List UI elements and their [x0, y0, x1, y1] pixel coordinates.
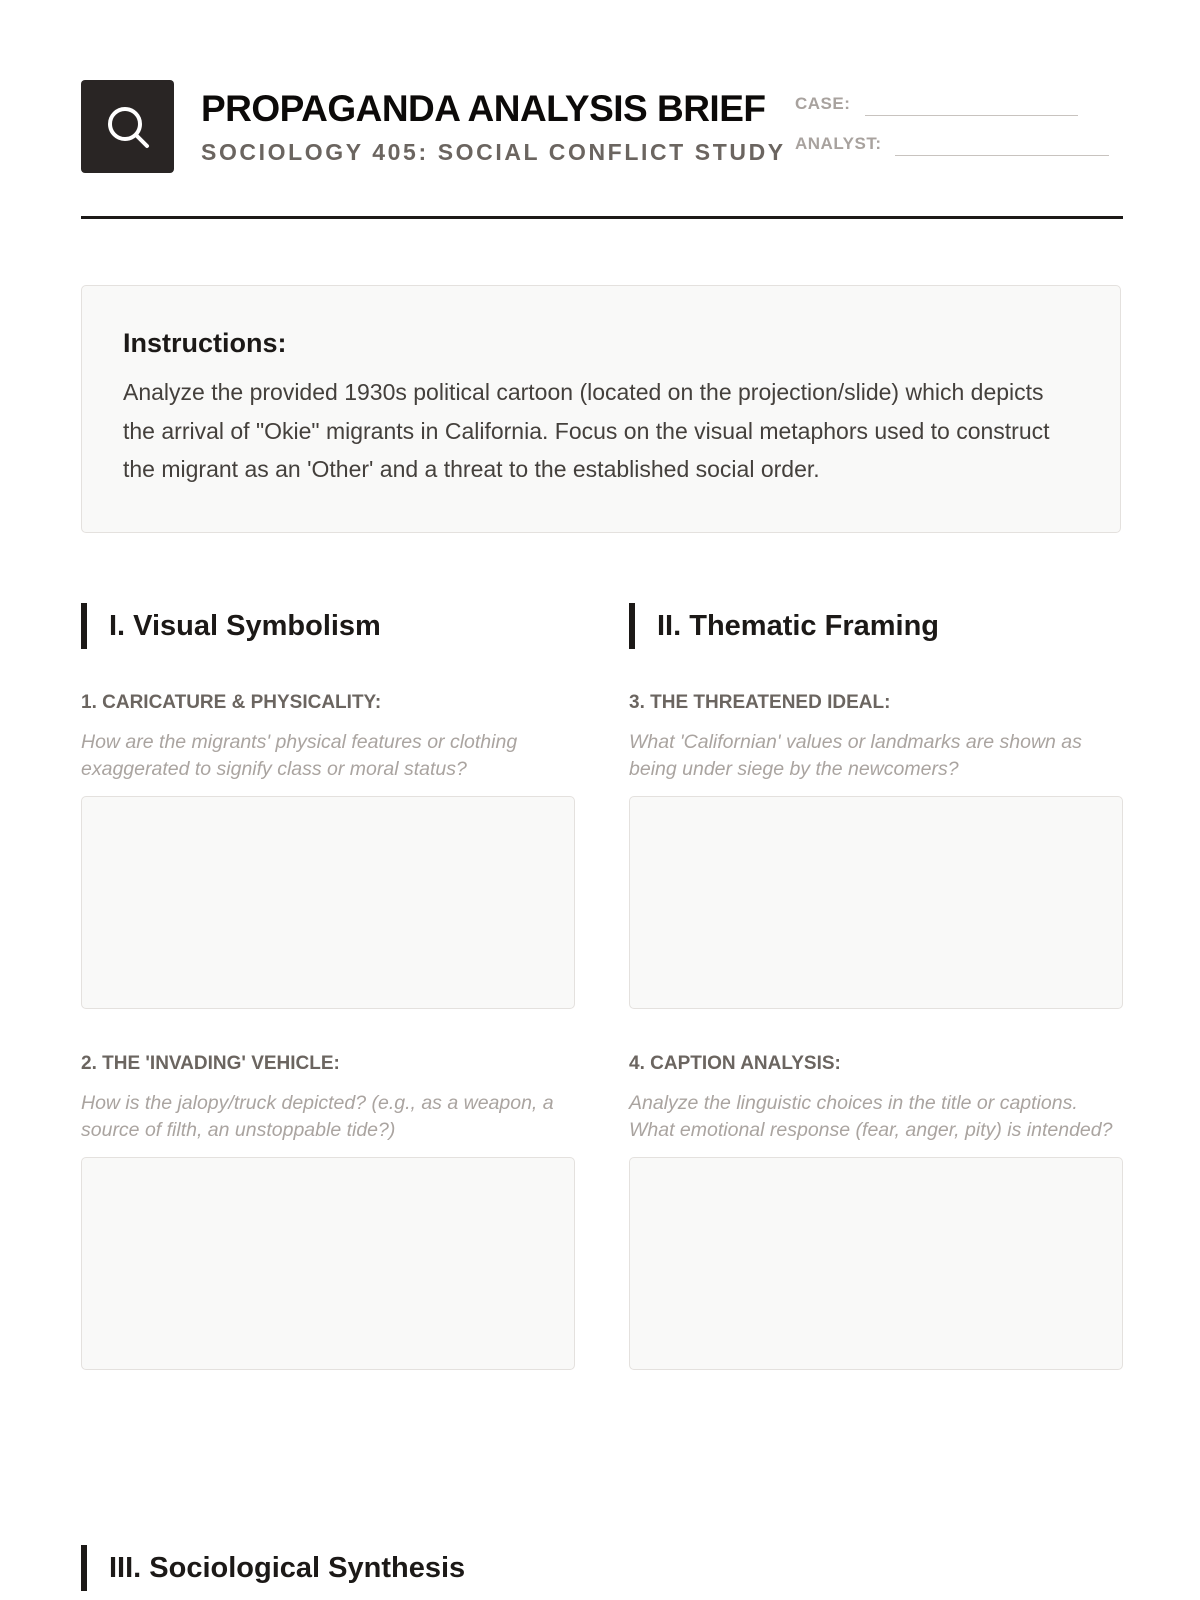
question-prompt: What 'Californian' values or landmarks are shown as being under siege by the newcomers?: [629, 731, 1082, 780]
question-label: 1. CARICATURE & PHYSICALITY:: [81, 692, 382, 713]
instructions-panel: [81, 285, 1121, 533]
question-caption-analysis: [629, 1054, 1123, 1370]
answer-box-vehicle[interactable]: [81, 1157, 575, 1370]
question-vehicle: [81, 1054, 575, 1370]
question-label: 2. THE 'INVADING' VEHICLE:: [81, 1053, 340, 1074]
answer-box-caption-analysis[interactable]: [629, 1157, 1123, 1370]
page-subtitle: SOCIOLOGY 405: SOCIAL CONFLICT STUDY: [201, 139, 786, 165]
instructions-text: Analyze the provided 1930s political cartoon (located on the projection/slide) which depicts the arrival of "Okie" migrants in California. Focus on the visual metaphors used to construct the migrant as an 'Other' and a threat to the established social order.: [123, 379, 1050, 482]
question-prompt: Analyze the linguistic choices in the title or captions. What emotional response (fear, anger, pity) is intended?: [629, 1092, 1113, 1141]
analyst-label: ANALYST:: [795, 134, 882, 153]
answer-box-caricature[interactable]: [81, 796, 575, 1009]
section-heading-sociological-synthesis: III. Sociological Synthesis: [81, 1545, 465, 1591]
case-input-line[interactable]: [865, 95, 1078, 116]
answer-box-threatened-ideal[interactable]: [629, 796, 1123, 1009]
analyst-input-line[interactable]: [895, 135, 1109, 156]
question-prompt: How is the jalopy/truck depicted? (e.g., as a weapon, a source of filth, an unstoppable tide?): [81, 1092, 554, 1141]
instructions-heading: Instructions:: [123, 328, 287, 358]
case-field: [795, 95, 1078, 116]
question-threatened-ideal: [629, 693, 1123, 1009]
page-header: [81, 80, 1123, 219]
section-heading-visual-symbolism: I. Visual Symbolism: [81, 603, 381, 649]
logo: [81, 80, 174, 173]
section-heading-thematic-framing: II. Thematic Framing: [629, 603, 939, 649]
search-icon: [105, 104, 151, 150]
case-label: CASE:: [795, 94, 851, 113]
analyst-field: [795, 135, 1109, 156]
question-label: 3. THE THREATENED IDEAL:: [629, 692, 891, 713]
question-prompt: How are the migrants' physical features or clothing exaggerated to signify class or moral status?: [81, 731, 518, 780]
question-label: 4. CAPTION ANALYSIS:: [629, 1053, 841, 1074]
question-caricature: [81, 693, 575, 1009]
page-title: PROPAGANDA ANALYSIS BRIEF: [201, 88, 766, 129]
